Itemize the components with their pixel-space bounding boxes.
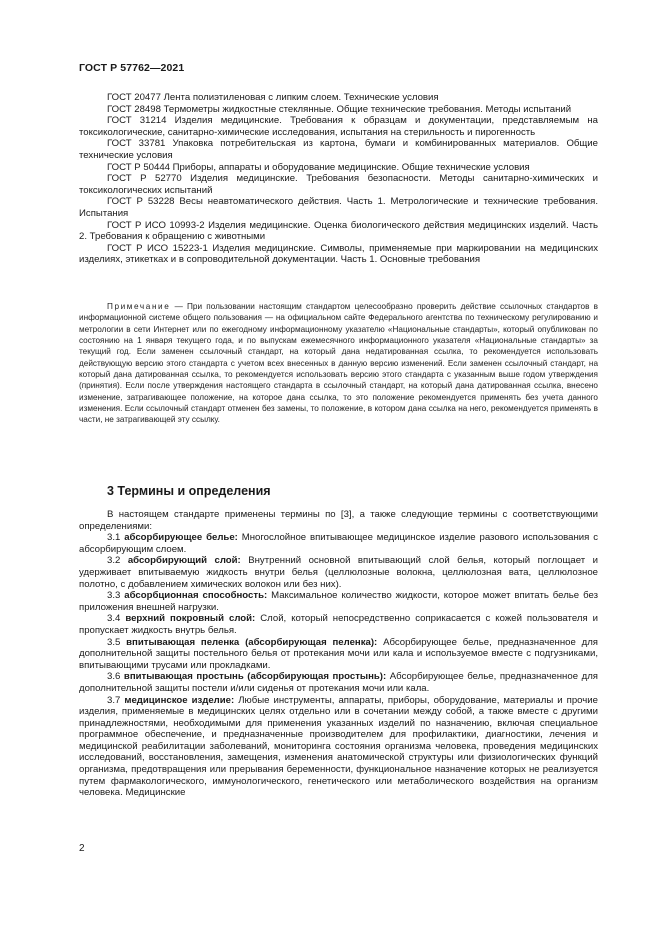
term-name: медицинское изделие:: [124, 694, 235, 706]
term-definition: [79, 671, 598, 694]
term-definition: [79, 637, 598, 672]
normative-references-list: [79, 92, 598, 266]
term-definition: [79, 555, 598, 590]
reference-item: ГОСТ Р ИСО 10993-2 Изделия медицинские. Оценка биологического действия медицинских изделий. Часть 2. Требования к обращению с животными: [79, 219, 598, 243]
term-number: 3.7: [107, 694, 125, 706]
reference-item: ГОСТ Р 52770 Изделия медицинские. Требования безопасности. Методы санитарно-химических и токсикологических испытаний: [79, 173, 598, 196]
reference-item: ГОСТ 20477 Лента полиэтиленовая с липким слоем. Технические условия: [107, 92, 439, 103]
reference-item: ГОСТ 33781 Упаковка потребительская из картона, бумаги и комбинированных материалов. Общие технические условия: [79, 138, 598, 161]
note-block: [79, 301, 598, 426]
reference-item: ГОСТ 28498 Термометры жидкостные стеклянные. Общие технические требования. Методы испытаний: [107, 103, 572, 115]
term-text: Абсорбирующее белье, предназначенное для дополнительной защиты постельного белья от протекания мочи или кала и используемое вместе с подгузниками, впитывающими трусами или прокладками.: [79, 636, 598, 671]
term-name: впитывающая простынь (абсорбирующая простынь):: [123, 671, 387, 683]
reference-item: ГОСТ Р ИСО 15223-1 Изделия медицинские. Символы, применяемые при маркировании на медицинских изделиях, этикетках и в сопроводительной документации. Часть 1. Основные требования: [79, 242, 598, 266]
term-name: абсорбирующий слой:: [127, 555, 241, 567]
term-name: впитывающая пеленка (абсорбирующая пеленка):: [126, 636, 378, 648]
term-text: Внутренний основной впитывающий слой белья, который поглощает и удерживает впитываемую жидкость внутри белья (целлюлозные волокна, целлюлозная вата, целлюлозное полотно, с добавлением химических волокон или без них).: [79, 555, 598, 590]
note-text: — При пользовании настоящим стандартом целесообразно проверить действие ссылочных стандартов в информационной системе общего пользования — на официальном сайте Федерального агентства по техническому регулированию и метрологии в сети Интернет или по ежегодному информационному указателю «Национальные стандарты», который опубликован по состоянию на 1 января текущего года, и по выпускам ежемесячного информационного указателя «Национальные стандарты» за текущий год. Если заменен ссылочный стандарт, на который дана недатированная ссылка, то рекомендуется использовать действующую версию этого стандарта с учетом всех внесенных в данную версию изменений. Если заменен ссылочный стандарт, на который дана датированная ссылка, то рекомендуется использовать версию этого стандарта с указанным выше годом утверждения (принятия). Если после утверждения настоящего стандарта в ссылочный стандарт, на который дана датированная ссылка, внесено изменение, затрагивающее положение, на которое дана ссылка, то это положение рекомендуется применять без учета данного изменения. Если ссылочный стандарт отменен без замены, то положение, в котором дана ссылка на него, рекомендуется применять в части, не затрагивающей эту ссылку.: [79, 302, 598, 425]
reference-item: ГОСТ Р 50444 Приборы, аппараты и оборудование медицинские. Общие технические условия: [107, 161, 530, 173]
term-text: Любые инструменты, аппараты, приборы, оборудование, материалы и прочие изделия, применяемые в медицинских целях отдельно или в сочетании между собой, а также вместе с другими принадлежностями, необходимыми для применения указанных изделий по назначению, включая специальное программное обеспечение, и предназначенные производителем для профилактики, диагностики, лечения и медицинской реабилитации заболеваний, мониторинга состояния организма человека, проведения медицинских исследований, восстановления, замещения, изменения анатомической структуры или физиологических функций организма, предотвращения или прерывания беременности, функциональное назначение которых не реализуется путем фармакологического, иммунологического, генетического или метаболического воздействия на организм человека. Медицинские: [79, 694, 598, 799]
term-number: 3.3: [107, 590, 125, 602]
term-number: 3.5: [107, 636, 127, 648]
term-name: верхний покровный слой:: [125, 613, 256, 625]
term-definition: [79, 590, 598, 613]
term-definition: [79, 695, 598, 799]
term-number: 3.2: [107, 555, 128, 567]
reference-item: ГОСТ 31214 Изделия медицинские. Требования к образцам и документации, представляемым на токсикологические, санитарно-химические исследования, испытания на стерильность и пирогенность: [79, 115, 598, 138]
term-name: абсорбционная способность:: [124, 590, 268, 602]
term-text: Слой, который непосредственно соприкасается с кожей пользователя и пропускает жидкость внутрь белья.: [79, 613, 598, 636]
note-label: Примечание: [107, 302, 171, 311]
term-number: 3.6: [107, 671, 124, 683]
term-number: 3.4: [107, 613, 126, 625]
term-definition: [79, 532, 598, 555]
term-text: Абсорбирующее белье, предназначенное для дополнительной защиты постели и/или сиденья от протекания мочи или кала.: [79, 671, 598, 694]
definitions-list: [79, 509, 598, 799]
term-definition: [79, 613, 598, 636]
document-header: ГОСТ Р 57762—2021: [79, 62, 185, 74]
reference-item: ГОСТ Р 53228 Весы неавтоматического действия. Часть 1. Метрологические и технические требования. Испытания: [79, 196, 598, 219]
page-number: 2: [79, 843, 85, 854]
term-text: Максимальное количество жидкости, которое может впитать белье без приложения внешней нагрузки.: [79, 590, 598, 613]
section-intro: В настоящем стандарте применены термины по [3], а также следующие термины с соответствующими определениями:: [79, 509, 598, 532]
section-title: 3 Термины и определения: [107, 484, 271, 498]
term-name: абсорбирующее белье:: [124, 532, 238, 544]
term-text: Многослойное впитывающее медицинское изделие разового использования с абсорбирующим слоем.: [79, 532, 598, 555]
term-number: 3.1: [107, 532, 125, 544]
note-paragraph: [79, 301, 598, 426]
